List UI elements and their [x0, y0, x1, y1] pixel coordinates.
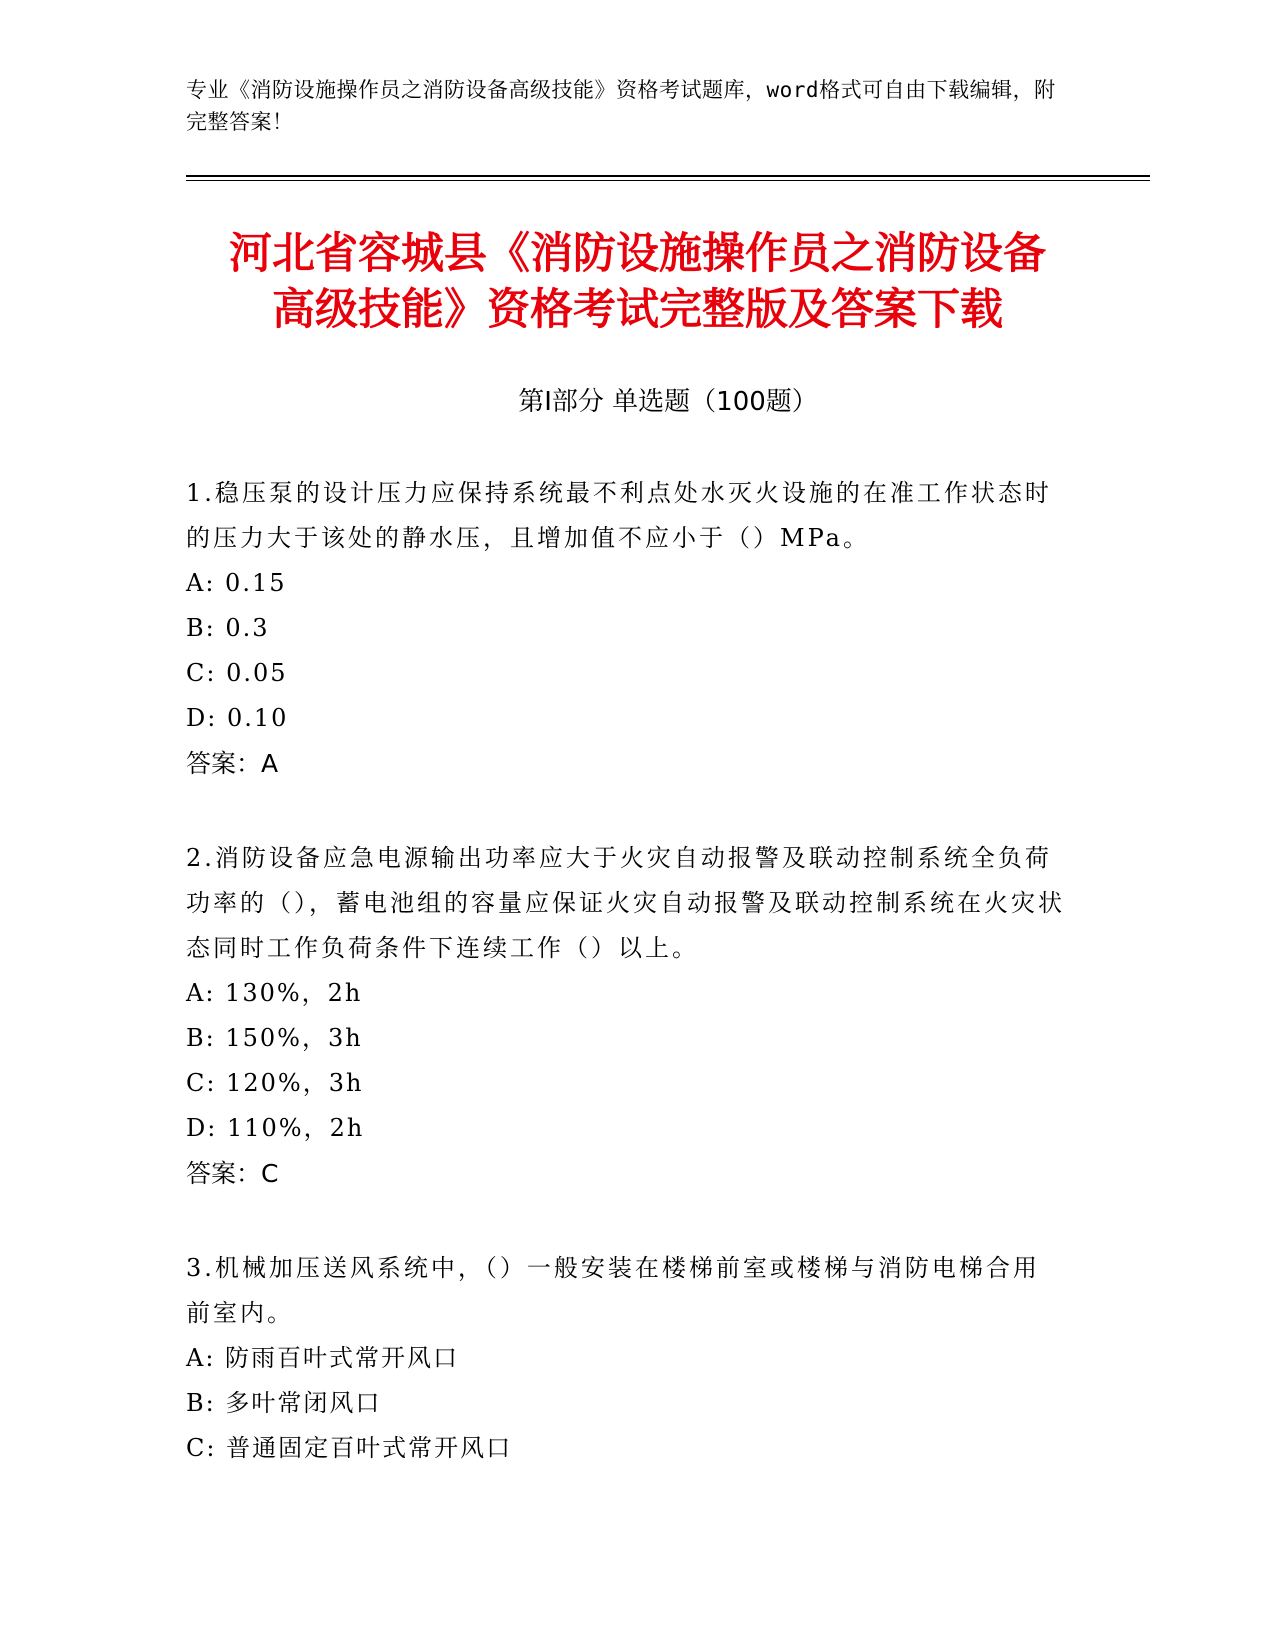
option-b: B: 多叶常闭风口: [186, 1389, 382, 1417]
section-heading: 第Ⅰ部分 单选题（100题）: [518, 387, 818, 417]
option-b: B: 0.3: [186, 614, 270, 642]
question-stem: 2.消防设备应急电源输出功率应大于火灾自动报警及联动控制系统全负荷功率的（），蓄电池组的容量应保证火灾自动报警及联动控制系统在火灾状态同时工作负荷条件下连续工作（）以上。: [186, 844, 1065, 962]
option-c: C: 0.05: [186, 659, 288, 687]
question-1: [186, 471, 1066, 786]
title-line-2: 高级技能》资格考试完整版及答案下载: [272, 285, 1003, 335]
question-stem: 1.稳压泵的设计压力应保持系统最不利点处水灭火设施的在准工作状态时的压力大于该处的静水压，且增加值不应小于（）MPa。: [186, 479, 1052, 552]
question-2: [186, 836, 1066, 1196]
question-stem: 3.机械加压送风系统中，（）一般安装在楼梯前室或楼梯与消防电梯合用前室内。: [186, 1254, 1040, 1327]
option-b: B: 150%，3h: [186, 1024, 363, 1052]
option-d: D: 0.10: [186, 704, 289, 732]
option-c: C: 普通固定百叶式常开风口: [186, 1434, 513, 1462]
question-3: [186, 1246, 1066, 1471]
option-d: D: 110%，2h: [186, 1114, 365, 1142]
answer: 答案：C: [186, 1159, 279, 1188]
answer: 答案：A: [186, 749, 279, 778]
header-divider: [186, 175, 1150, 177]
header-note: 专业《消防设施操作员之消防设备高级技能》资格考试题库，word格式可自由下载编辑，附完整答案！: [186, 78, 1056, 134]
header-divider-thin: [186, 180, 1150, 181]
option-a: A: 0.15: [186, 569, 287, 597]
document-title: [130, 226, 1145, 338]
question-list: [186, 471, 1066, 1521]
option-a: A: 130%，2h: [186, 979, 363, 1007]
title-line-1: 河北省容城县《消防设施操作员之消防设备: [229, 229, 1046, 279]
option-c: C: 120%，3h: [186, 1069, 364, 1097]
option-a: A: 防雨百叶式常开风口: [186, 1344, 460, 1372]
